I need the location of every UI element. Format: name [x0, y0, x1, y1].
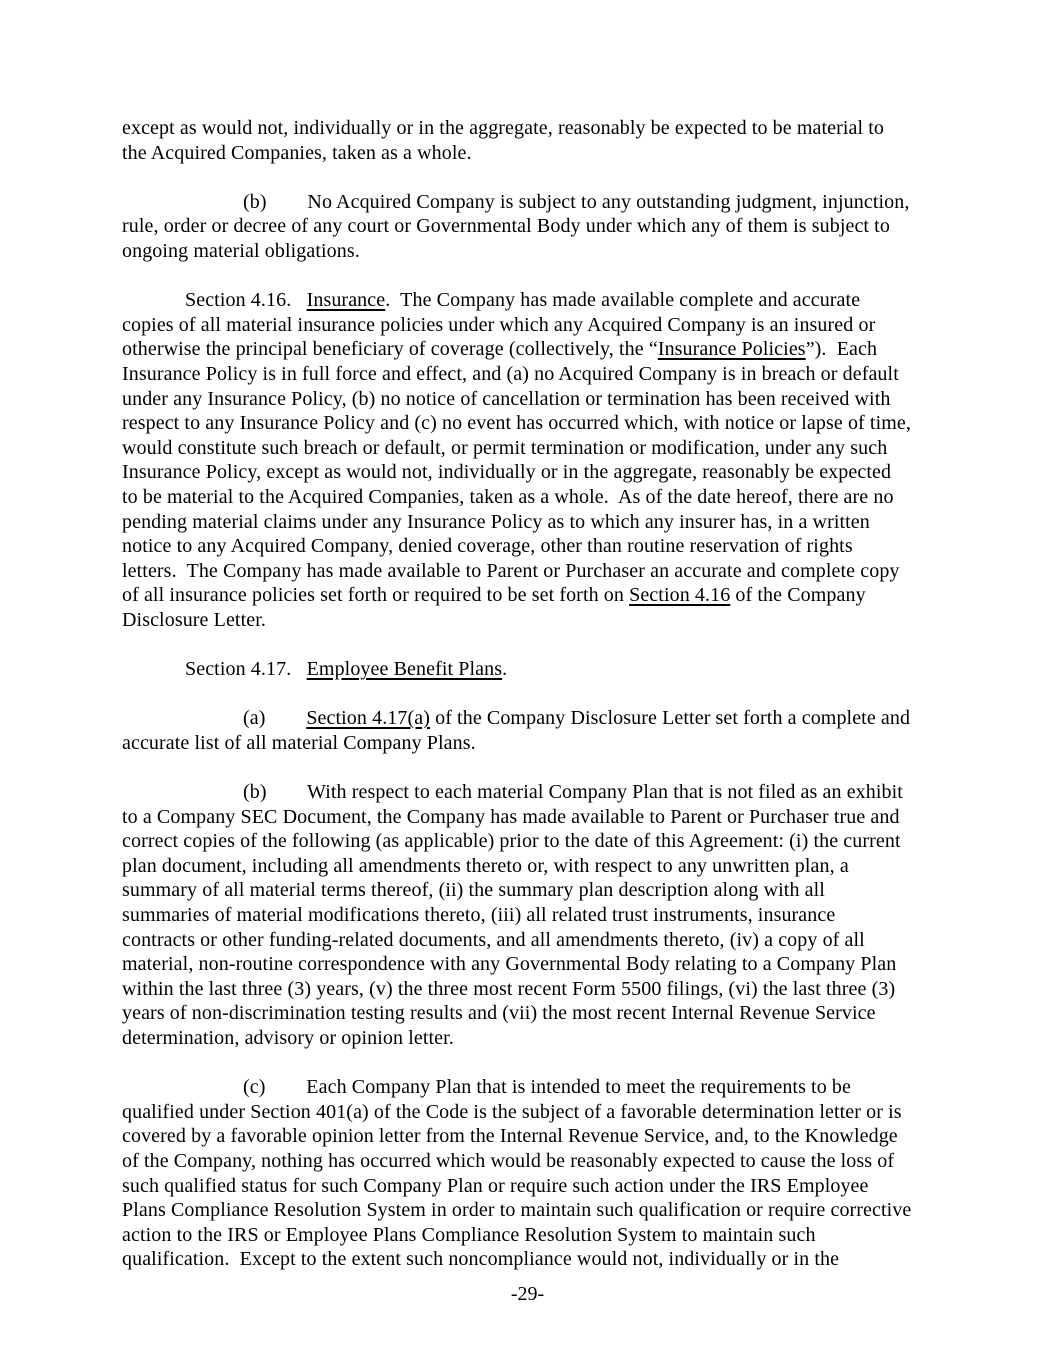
paragraph-section-4-16-insurance	[122, 288, 940, 632]
text-line	[122, 239, 940, 264]
text-line	[122, 608, 940, 633]
text-segment: contracts or other funding-related documents, and all amendments thereto, (iv) a copy of all	[122, 928, 865, 951]
text-segment: action to the IRS or Employee Plans Compliance Resolution System to maintain such	[122, 1223, 816, 1246]
text-segment: Disclosure Letter.	[122, 608, 266, 631]
text-line	[122, 977, 940, 1002]
text-segment: .	[502, 658, 508, 681]
text-segment: such qualified status for such Company Plan or require such action under the IRS Employee	[122, 1174, 869, 1197]
text-segment: qualified under Section 401(a) of the Code is the subject of a favorable determination letter or is	[122, 1100, 902, 1123]
text-segment: copies of all material insurance policies under which any Acquired Company is an insured or	[122, 313, 876, 336]
text-line	[122, 559, 940, 584]
underlined-term: Employee Benefit Plans	[306, 658, 503, 681]
underlined-term: Insurance	[306, 289, 386, 312]
text-segment: correct copies of the following (as applicable) prior to the date of this Agreement: (i) the current	[122, 830, 901, 853]
text-segment: of the Company, nothing has occurred which would be reasonably expected to cause the loss of	[122, 1149, 895, 1172]
text-segment: of all insurance policies set forth or required to be set forth on	[122, 584, 630, 607]
text-segment: Section 4.16.	[185, 289, 307, 312]
text-segment: ”). Each	[805, 338, 878, 361]
text-segment: ongoing material obligations.	[122, 239, 360, 262]
paragraph-417-a	[122, 706, 940, 755]
text-line	[122, 1001, 940, 1026]
text-segment: within the last three (3) years, (v) the three most recent Form 5500 filings, (vi) the last three (3)	[122, 977, 896, 1000]
paragraph-415-b	[122, 190, 940, 264]
paragraph-417-b	[122, 780, 940, 1051]
text-line	[122, 337, 940, 362]
text-segment: determination, advisory or opinion letter.	[122, 1026, 454, 1049]
underlined-term: Section 4.17(a)	[306, 707, 430, 730]
text-segment: (b) No Acquired Company is subject to any outstanding judgment, injunction,	[243, 190, 910, 213]
text-line	[122, 829, 940, 854]
text-segment: of the Company Disclosure Letter set forth a complete and	[430, 707, 911, 730]
text-segment: (c) Each Company Plan that is intended to meet the requirements to be	[243, 1076, 851, 1099]
text-line	[122, 1075, 940, 1100]
paragraph-417-c	[122, 1075, 940, 1272]
text-line	[122, 190, 940, 215]
text-segment: . The Company has made available complete and accurate	[385, 289, 861, 312]
text-line	[122, 583, 940, 608]
text-line	[122, 1149, 940, 1174]
text-line	[122, 485, 940, 510]
text-segment: rule, order or decree of any court or Governmental Body under which any of them is subject to	[122, 215, 890, 238]
text-line	[122, 510, 940, 535]
text-segment: summaries of material modifications thereto, (iii) all related trust instruments, insurance	[122, 904, 836, 926]
paragraph-415-continuation	[122, 116, 940, 165]
paragraph-section-4-17-employee-benefit-plans	[122, 657, 940, 682]
text-line	[122, 1198, 940, 1223]
underlined-term: Section 4.16	[629, 584, 731, 607]
text-line	[122, 657, 940, 682]
text-segment: the Acquired Companies, taken as a whole.	[122, 141, 472, 164]
text-line	[122, 805, 940, 830]
text-segment: accurate list of all material Company Plans.	[122, 731, 476, 754]
text-line	[122, 928, 940, 953]
text-line	[122, 731, 940, 756]
text-line	[122, 141, 940, 166]
text-line	[122, 1223, 940, 1248]
text-line	[122, 313, 940, 338]
text-line	[122, 1174, 940, 1199]
text-segment: (a)	[243, 707, 307, 730]
text-segment: Section 4.17.	[185, 658, 307, 681]
text-segment: Plans Compliance Resolution System in order to maintain such qualification or require corrective	[122, 1199, 912, 1222]
text-segment: summary of all material terms thereof, (ii) the summary plan description along with all	[122, 879, 825, 902]
text-line	[122, 411, 940, 436]
text-segment: Insurance Policy, except as would not, individually or in the aggregate, reasonably be expected	[122, 461, 892, 484]
text-line	[122, 288, 940, 313]
text-line	[122, 1247, 940, 1272]
text-segment: except as would not, individually or in the aggregate, reasonably be expected to be material to	[122, 117, 885, 139]
text-segment: pending material claims under any Insurance Policy as to which any insurer has, in a written	[122, 510, 870, 533]
text-segment: (b) With respect to each material Company Plan that is not filed as an exhibit	[243, 781, 903, 804]
text-segment: notice to any Acquired Company, denied coverage, other than routine reservation of rights	[122, 535, 853, 558]
text-line	[122, 534, 940, 559]
text-segment: would constitute such breach or default, or permit termination or modification, under any such	[122, 436, 888, 459]
text-line	[122, 952, 940, 977]
text-segment: to a Company SEC Document, the Company has made available to Parent or Purchaser true and	[122, 805, 900, 828]
text-line	[122, 706, 940, 731]
text-segment: to be material to the Acquired Companies, taken as a whole. As of the date hereof, there are no	[122, 485, 894, 508]
text-line	[122, 1124, 940, 1149]
page-footer	[0, 1282, 1055, 1307]
text-segment: respect to any Insurance Policy and (c) no event has occurred which, with notice or lapse of time,	[122, 412, 911, 435]
text-segment: qualification. Except to the extent such noncompliance would not, individually or in the	[122, 1248, 840, 1271]
text-line	[122, 362, 940, 387]
page-number: -29-	[510, 1283, 545, 1305]
text-line	[122, 1026, 940, 1051]
text-line	[122, 436, 940, 461]
text-line	[122, 903, 940, 928]
text-segment: covered by a favorable opinion letter from the Internal Revenue Service, and, to the Knowledge	[122, 1125, 898, 1148]
underlined-term: Insurance Policies	[657, 338, 806, 361]
text-line	[122, 780, 940, 805]
text-line	[122, 460, 940, 485]
text-segment: otherwise the principal beneficiary of coverage (collectively, the “	[122, 338, 658, 361]
text-line	[122, 116, 940, 141]
text-segment: of the Company	[730, 584, 866, 607]
text-segment: material, non-routine correspondence with any Governmental Body relating to a Company Plan	[122, 953, 897, 976]
text-line	[122, 854, 940, 879]
text-segment: letters. The Company has made available to Parent or Purchaser an accurate and complete copy	[122, 559, 900, 582]
text-segment: under any Insurance Policy, (b) no notice of cancellation or termination has been received with	[122, 387, 891, 410]
text-segment: Insurance Policy is in full force and effect, and (a) no Acquired Company is in breach or default	[122, 362, 899, 385]
document-body	[122, 116, 940, 1297]
text-line	[122, 878, 940, 903]
text-line	[122, 1100, 940, 1125]
text-segment: years of non-discrimination testing results and (vii) the most recent Internal Revenue Service	[122, 1002, 876, 1025]
text-line	[122, 214, 940, 239]
text-segment: plan document, including all amendments thereto or, with respect to any unwritten plan, a	[122, 854, 849, 877]
text-line	[122, 387, 940, 412]
